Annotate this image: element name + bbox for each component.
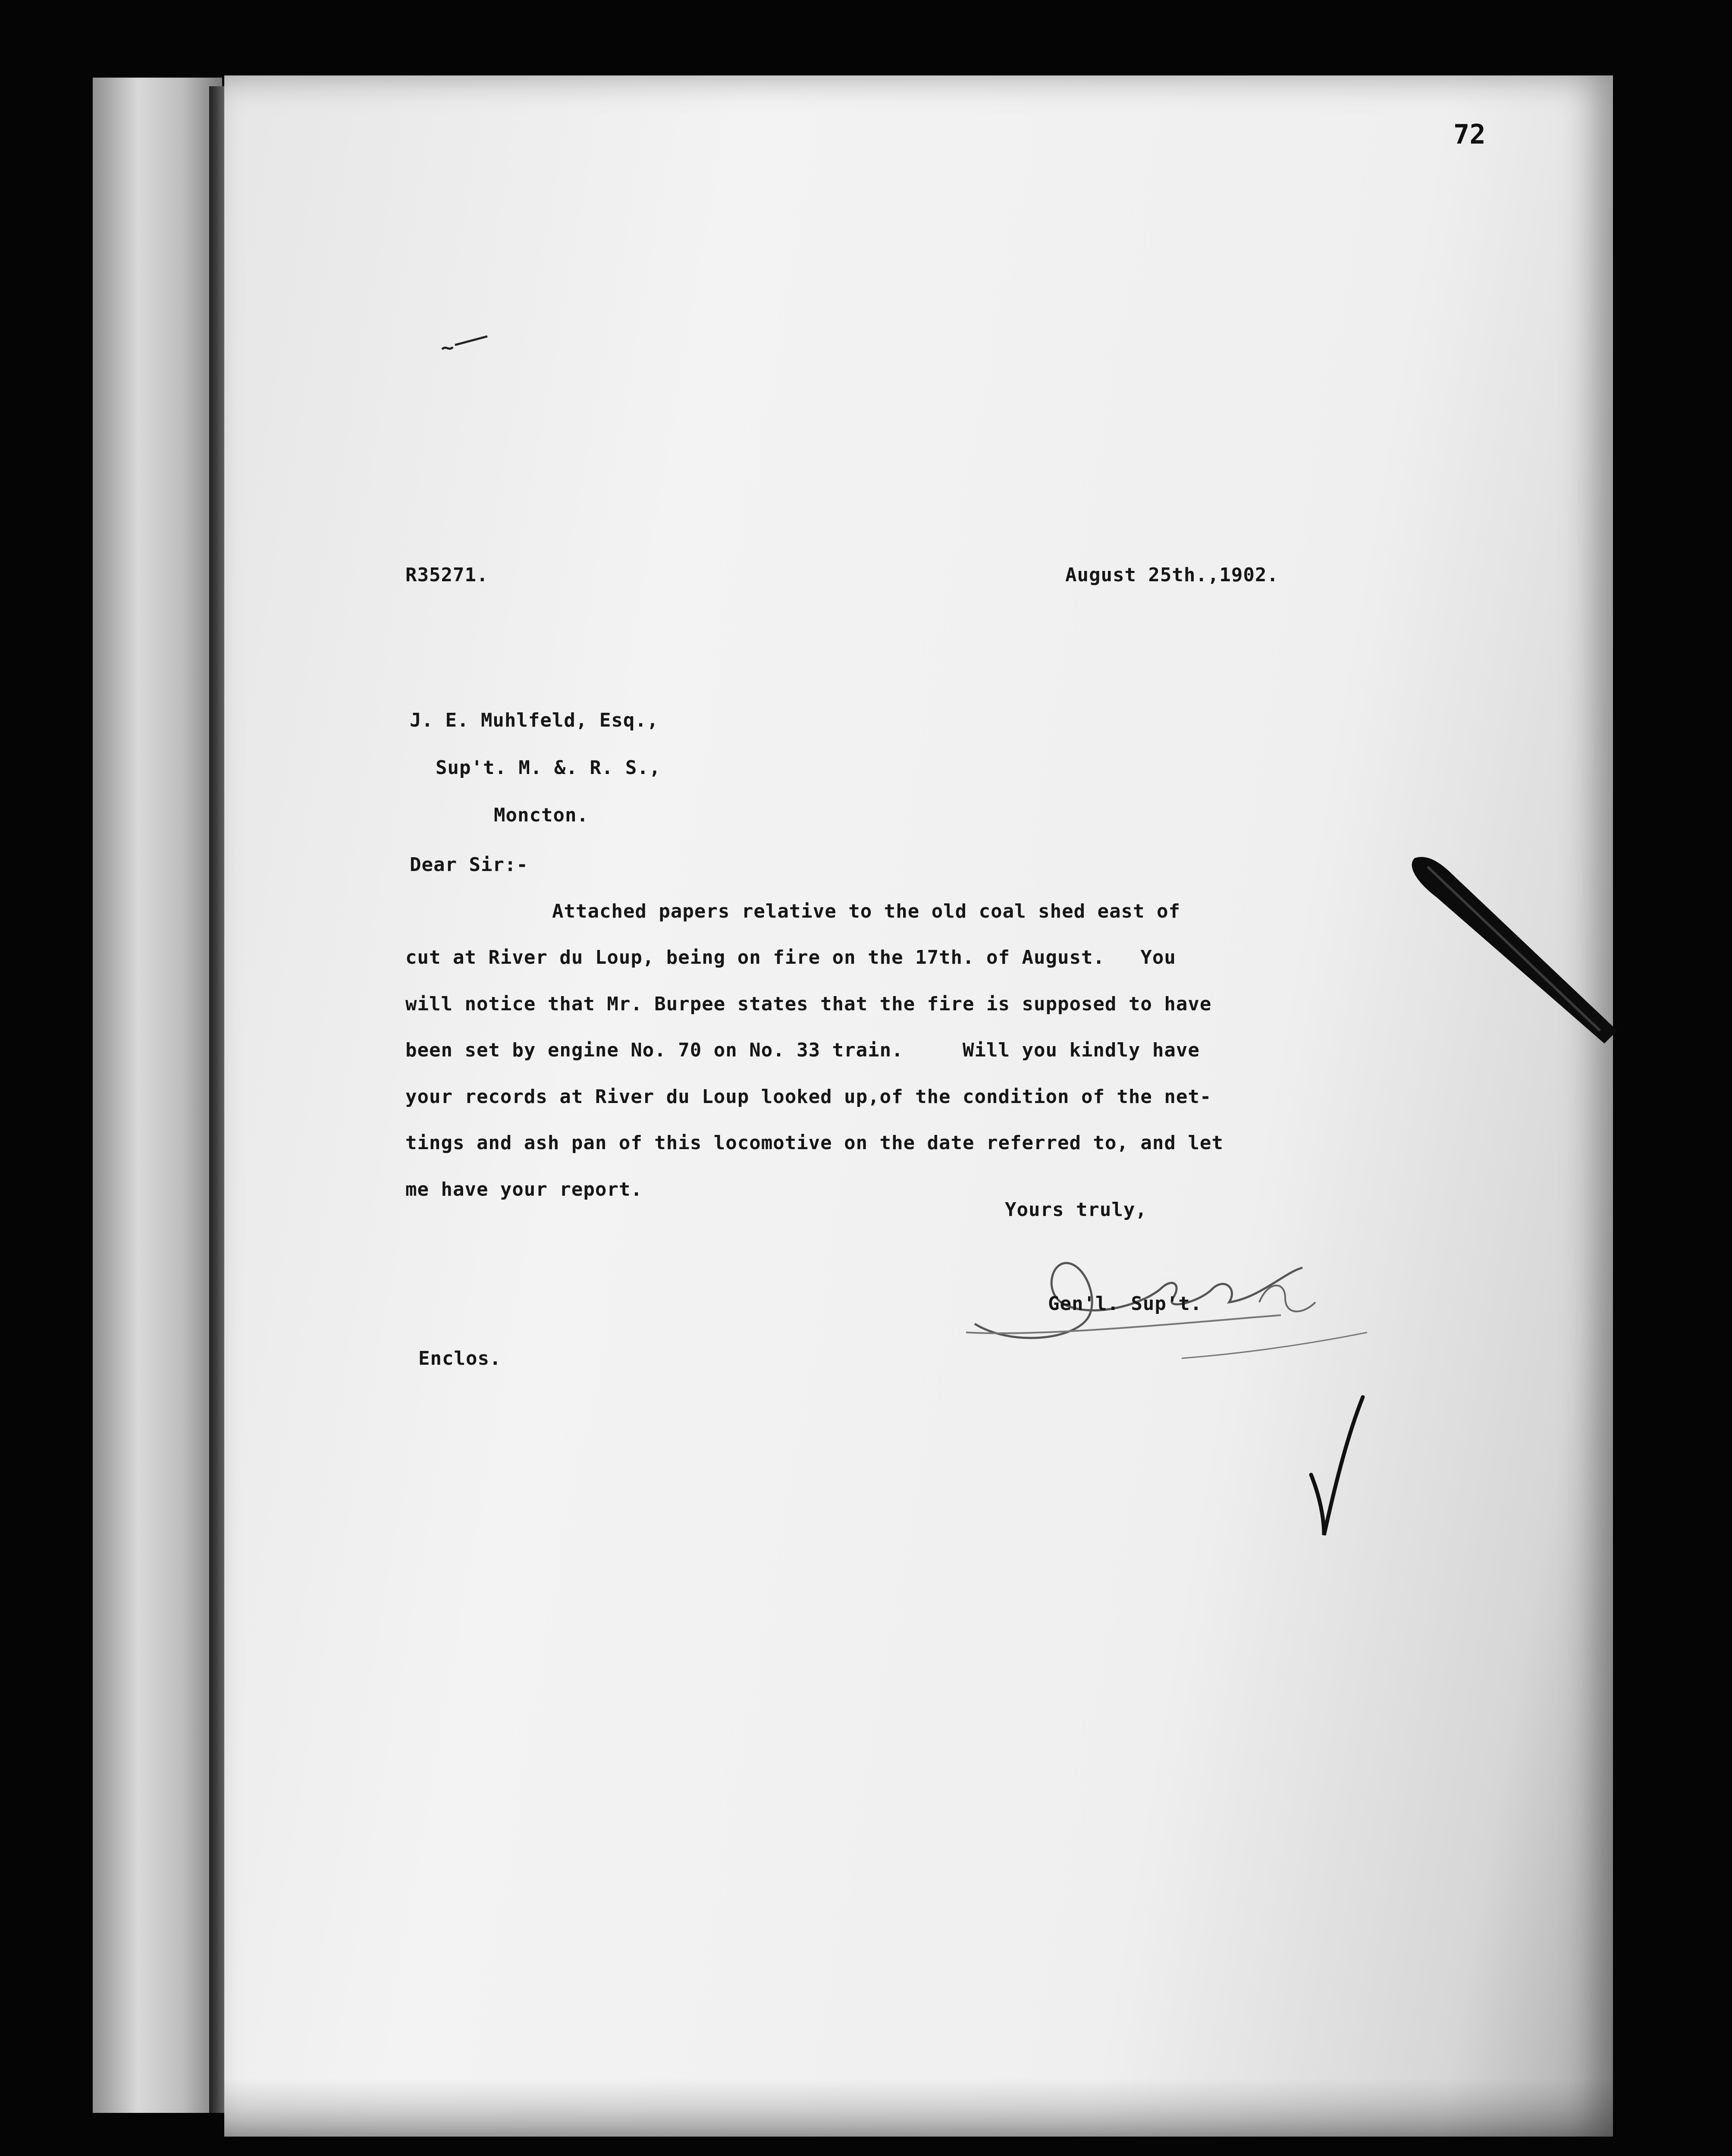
salutation: Dear Sir:- (410, 854, 528, 876)
letter-reference: R35271. (405, 564, 489, 586)
backing-page (93, 78, 222, 2113)
handwritten-checkmark (1294, 1388, 1380, 1544)
body-line: tings and ash pan of this locomotive on the date referred to, and let (405, 1132, 1224, 1154)
addressee-place: Moncton. (494, 804, 589, 826)
signoff-title: Gen'l. Sup't. (1048, 1293, 1202, 1315)
page-number: 72 (1453, 119, 1486, 150)
letter-date: August 25th.,1902. (1065, 564, 1279, 586)
body-line: cut at River du Loup, being on fire on the 17th. of August. You (405, 946, 1176, 968)
page-spine-shadow (209, 86, 226, 2113)
body-line: your records at River du Loup looked up,of the condition of the net- (405, 1086, 1212, 1108)
closing: Yours truly, (1005, 1199, 1147, 1221)
addressee-name: J. E. Muhlfeld, Esq., (410, 709, 659, 731)
pen-object (1402, 849, 1626, 1056)
body-line: will notice that Mr. Burpee states that the fire is supposed to have (405, 993, 1212, 1015)
enclosure-note: Enclos. (418, 1348, 502, 1369)
addressee-title: Sup't. M. &. R. S., (436, 757, 661, 779)
body-line: me have your report. (405, 1178, 643, 1200)
body-line: been set by engine No. 70 on No. 33 train. Will you kindly have (405, 1039, 1200, 1061)
handwritten-mark (440, 332, 492, 358)
body-line: Attached papers relative to the old coal shed east of (552, 900, 1180, 922)
page-shadow (224, 2078, 1617, 2139)
